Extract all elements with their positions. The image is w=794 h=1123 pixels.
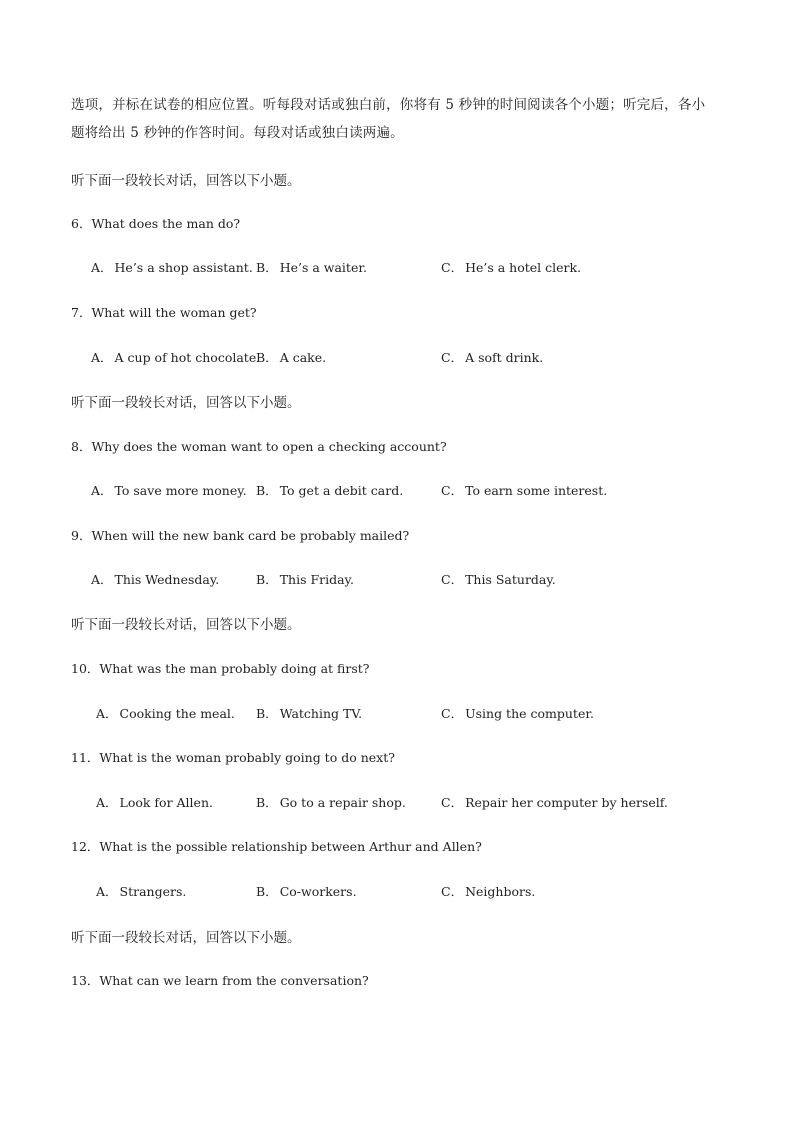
option-a[interactable]: A． Cooking the meal. [96,706,235,721]
question-9 [71,527,409,545]
options-11 [0,794,794,812]
option-b[interactable]: B． Co-workers. [256,884,357,899]
question-text: What was the man probably doing at first? [99,661,370,676]
option-b[interactable]: B． He’s a waiter. [256,260,367,275]
option-c[interactable]: C． Neighbors. [441,884,536,899]
section-heading-3: 听下面一段较长对话，回答以下小题。 [71,617,301,633]
question-number: 12． [71,839,100,854]
options-6 [0,259,794,277]
question-number: 7． [71,305,92,320]
option-c[interactable]: C． A soft drink. [441,350,544,365]
options-8 [0,482,794,500]
question-number: 10． [71,661,100,676]
question-number: 13． [71,973,100,988]
options-7 [0,349,794,367]
question-12 [71,838,482,856]
options-10 [0,705,794,723]
question-11 [71,749,395,767]
question-text: What will the woman get? [91,305,257,320]
option-b[interactable]: B． A cake. [256,350,327,365]
option-a[interactable]: A． He’s a shop assistant. [91,260,253,275]
question-text: What can we learn from the conversation? [99,973,369,988]
question-number: 6． [71,216,92,231]
question-text: What is the woman probably going to do next? [99,750,395,765]
intro-line-2: 题将给出 5 秒钟的作答时间。每段对话或独白读两遍。 [71,125,404,141]
option-c[interactable]: C． Repair her computer by herself. [441,795,668,810]
option-b[interactable]: B． To get a debit card. [256,483,404,498]
question-number: 9． [71,528,92,543]
option-c[interactable]: C． To earn some interest. [441,483,608,498]
option-a[interactable]: A． A cup of hot chocolate. [91,350,261,365]
option-a[interactable]: A． This Wednesday. [91,572,220,587]
option-a[interactable]: A． To save more money. [91,483,247,498]
option-c[interactable]: C． This Saturday. [441,572,556,587]
option-c[interactable]: C． Using the computer. [441,706,594,721]
question-number: 11． [71,750,100,765]
question-text: What is the possible relationship between Arthur and Allen? [99,839,482,854]
options-9 [0,571,794,589]
option-a[interactable]: A． Strangers. [96,884,187,899]
question-13 [71,972,369,990]
question-number: 8． [71,439,92,454]
question-7 [71,304,257,322]
section-heading-1: 听下面一段较长对话，回答以下小题。 [71,173,301,189]
question-8 [71,438,447,456]
question-6 [71,215,240,233]
question-text: Why does the woman want to open a checking account? [91,439,447,454]
option-b[interactable]: B． This Friday. [256,572,354,587]
section-heading-2: 听下面一段较长对话，回答以下小题。 [71,395,301,411]
option-a[interactable]: A． Look for Allen. [96,795,213,810]
section-heading-4: 听下面一段较长对话，回答以下小题。 [71,930,301,946]
option-b[interactable]: B． Go to a repair shop. [256,795,406,810]
question-10 [71,660,370,678]
option-b[interactable]: B． Watching TV. [256,706,363,721]
question-text: What does the man do? [91,216,241,231]
intro-line-1: 选项，并标在试卷的相应位置。听每段对话或独白前，你将有 5 秒钟的时间阅读各个小题；听完后，各小 [71,97,706,113]
option-c[interactable]: C． He’s a hotel clerk. [441,260,582,275]
options-12 [0,883,794,901]
question-text: When will the new bank card be probably mailed? [91,528,410,543]
